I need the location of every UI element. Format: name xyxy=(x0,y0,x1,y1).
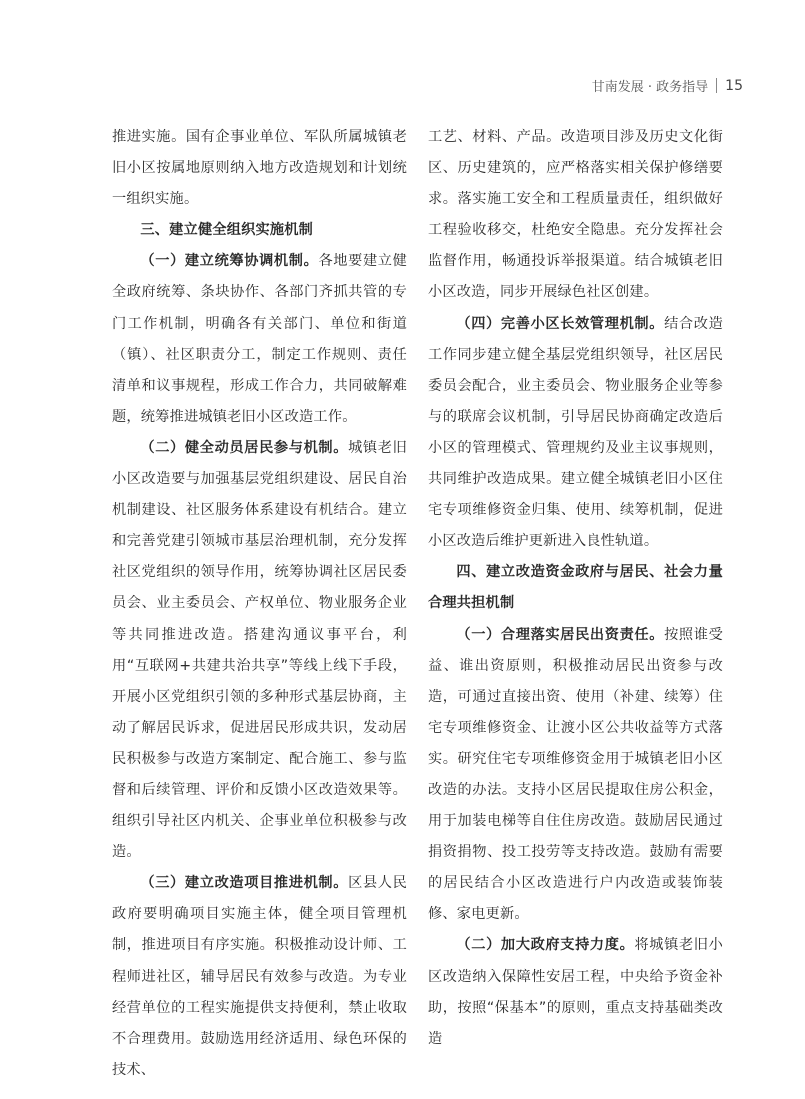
header-divider xyxy=(716,78,717,93)
section-heading: 三、建立健全组织实施机制 xyxy=(140,222,314,239)
right-column xyxy=(428,122,723,1055)
paragraph-body: 各地要建立健全政府统筹、条块协作、各部门齐抓共管的专门工作机制，明确各有关部门、单位和街道（镇）、社区职责分工，制定工作规则、责任清单和议事规程，形成工作合力，共同破解难题，统筹推进城镇老旧小区改造工作。 xyxy=(112,253,408,425)
paragraph xyxy=(428,930,723,1054)
paragraph xyxy=(112,433,407,868)
page-number: 15 xyxy=(725,77,743,94)
paragraph-body: 城镇老旧小区改造要与加强基层党组织建设、居民自治机制建设、社区服务体系建设有机结合。建立和完善党建引领城市基层治理机制，充分发挥社区党组织的领导作用，统筹协调社区居民委员会、业主委员会、产权单位、物业服务企业等共同推进改造。搭建沟通议事平台，利用“互联网+共建共治共享”等线上线下手段，开展小区党组织引领的多种形式基层协商，主动了解居民诉求，促进居民形成共识，发动居民积极参与改造方案制定、配合施工、参与监督和后续管理、评价和反馈小区改造效果等。组织引导社区内机关、企事业单位积极参与改造。 xyxy=(112,439,407,861)
paragraph-body: 区县人民政府要明确项目实施主体，健全项目管理机制，推进项目有序实施。积极推动设计师、工程师进社区，辅导居民有效参与改造。为专业经营单位的工程实施提供支持便利，禁止收取不合理费用。鼓励选用经济适用、绿色环保的技术、 xyxy=(112,875,407,1078)
left-column xyxy=(112,122,407,1086)
paragraph-body: 结合改造工作同步建立健全基层党组织领导，社区居民委员会配合，业主委员会、物业服务企业等参与的联席会议机制，引导居民协商确定改造后小区的管理模式、管理规约及业主议事规则，共同维护改造成果。建立健全城镇老旧小区住宅专项维修资金归集、使用、续筹机制，促进小区改造后维护更新进入良性轨道。 xyxy=(428,315,723,550)
paragraph-body: 按照谁受益、谁出资原则，积极推动居民出资参与改造，可通过直接出资、使用（补建、续筹）住宅专项维修资金、让渡小区公共收益等方式落实。研究住宅专项维修资金用于城镇老旧小区改造的办法。支持小区居民提取住房公积金，用于加装电梯等自住住房改造。鼓励居民通过捐资捐物、投工投劳等支持改造。鼓励有需要的居民结合小区改造进行户内改造或装饰装修、家电更新。 xyxy=(428,626,723,923)
section-heading: 四、建立改造资金政府与居民、社会力量合理共担机制 xyxy=(428,564,723,612)
paragraph-lead: （二）加大政府支持力度。 xyxy=(456,937,635,954)
paragraph-lead: （二）健全动员居民参与机制。 xyxy=(140,439,349,456)
paragraph xyxy=(428,620,723,931)
paragraph: 推进实施。国有企事业单位、军队所属城镇老旧小区按属地原则纳入地方改造规划和计划统一组织实施。 xyxy=(112,129,407,208)
header-title: 甘南发展 · 政务指导 xyxy=(591,80,709,95)
paragraph-lead: （一）合理落实居民出资责任。 xyxy=(456,626,665,643)
paragraph-lead: （三）建立改造项目推进机制。 xyxy=(140,875,349,892)
paragraph xyxy=(112,246,407,433)
paragraph-lead: （四）完善小区长效管理机制。 xyxy=(456,315,665,332)
paragraph xyxy=(112,868,407,1086)
running-header xyxy=(592,76,743,95)
paragraph-body: 将城镇老旧小区改造纳入保障性安居工程，中央给予资金补助，按照“保基本”的原则，重点支持基础类改造 xyxy=(428,937,724,1047)
paragraph: 工艺、材料、产品。改造项目涉及历史文化街区、历史建筑的，应严格落实相关保护修缮要求。落实施工安全和工程质量责任，组织做好工程验收移交，杜绝安全隐患。充分发挥社会监督作用，畅通投诉举报渠道。结合城镇老旧小区改造，同步开展绿色社区创建。 xyxy=(428,129,723,301)
paragraph-lead: （一）建立统筹协调机制。 xyxy=(140,253,319,270)
paragraph xyxy=(428,309,723,558)
